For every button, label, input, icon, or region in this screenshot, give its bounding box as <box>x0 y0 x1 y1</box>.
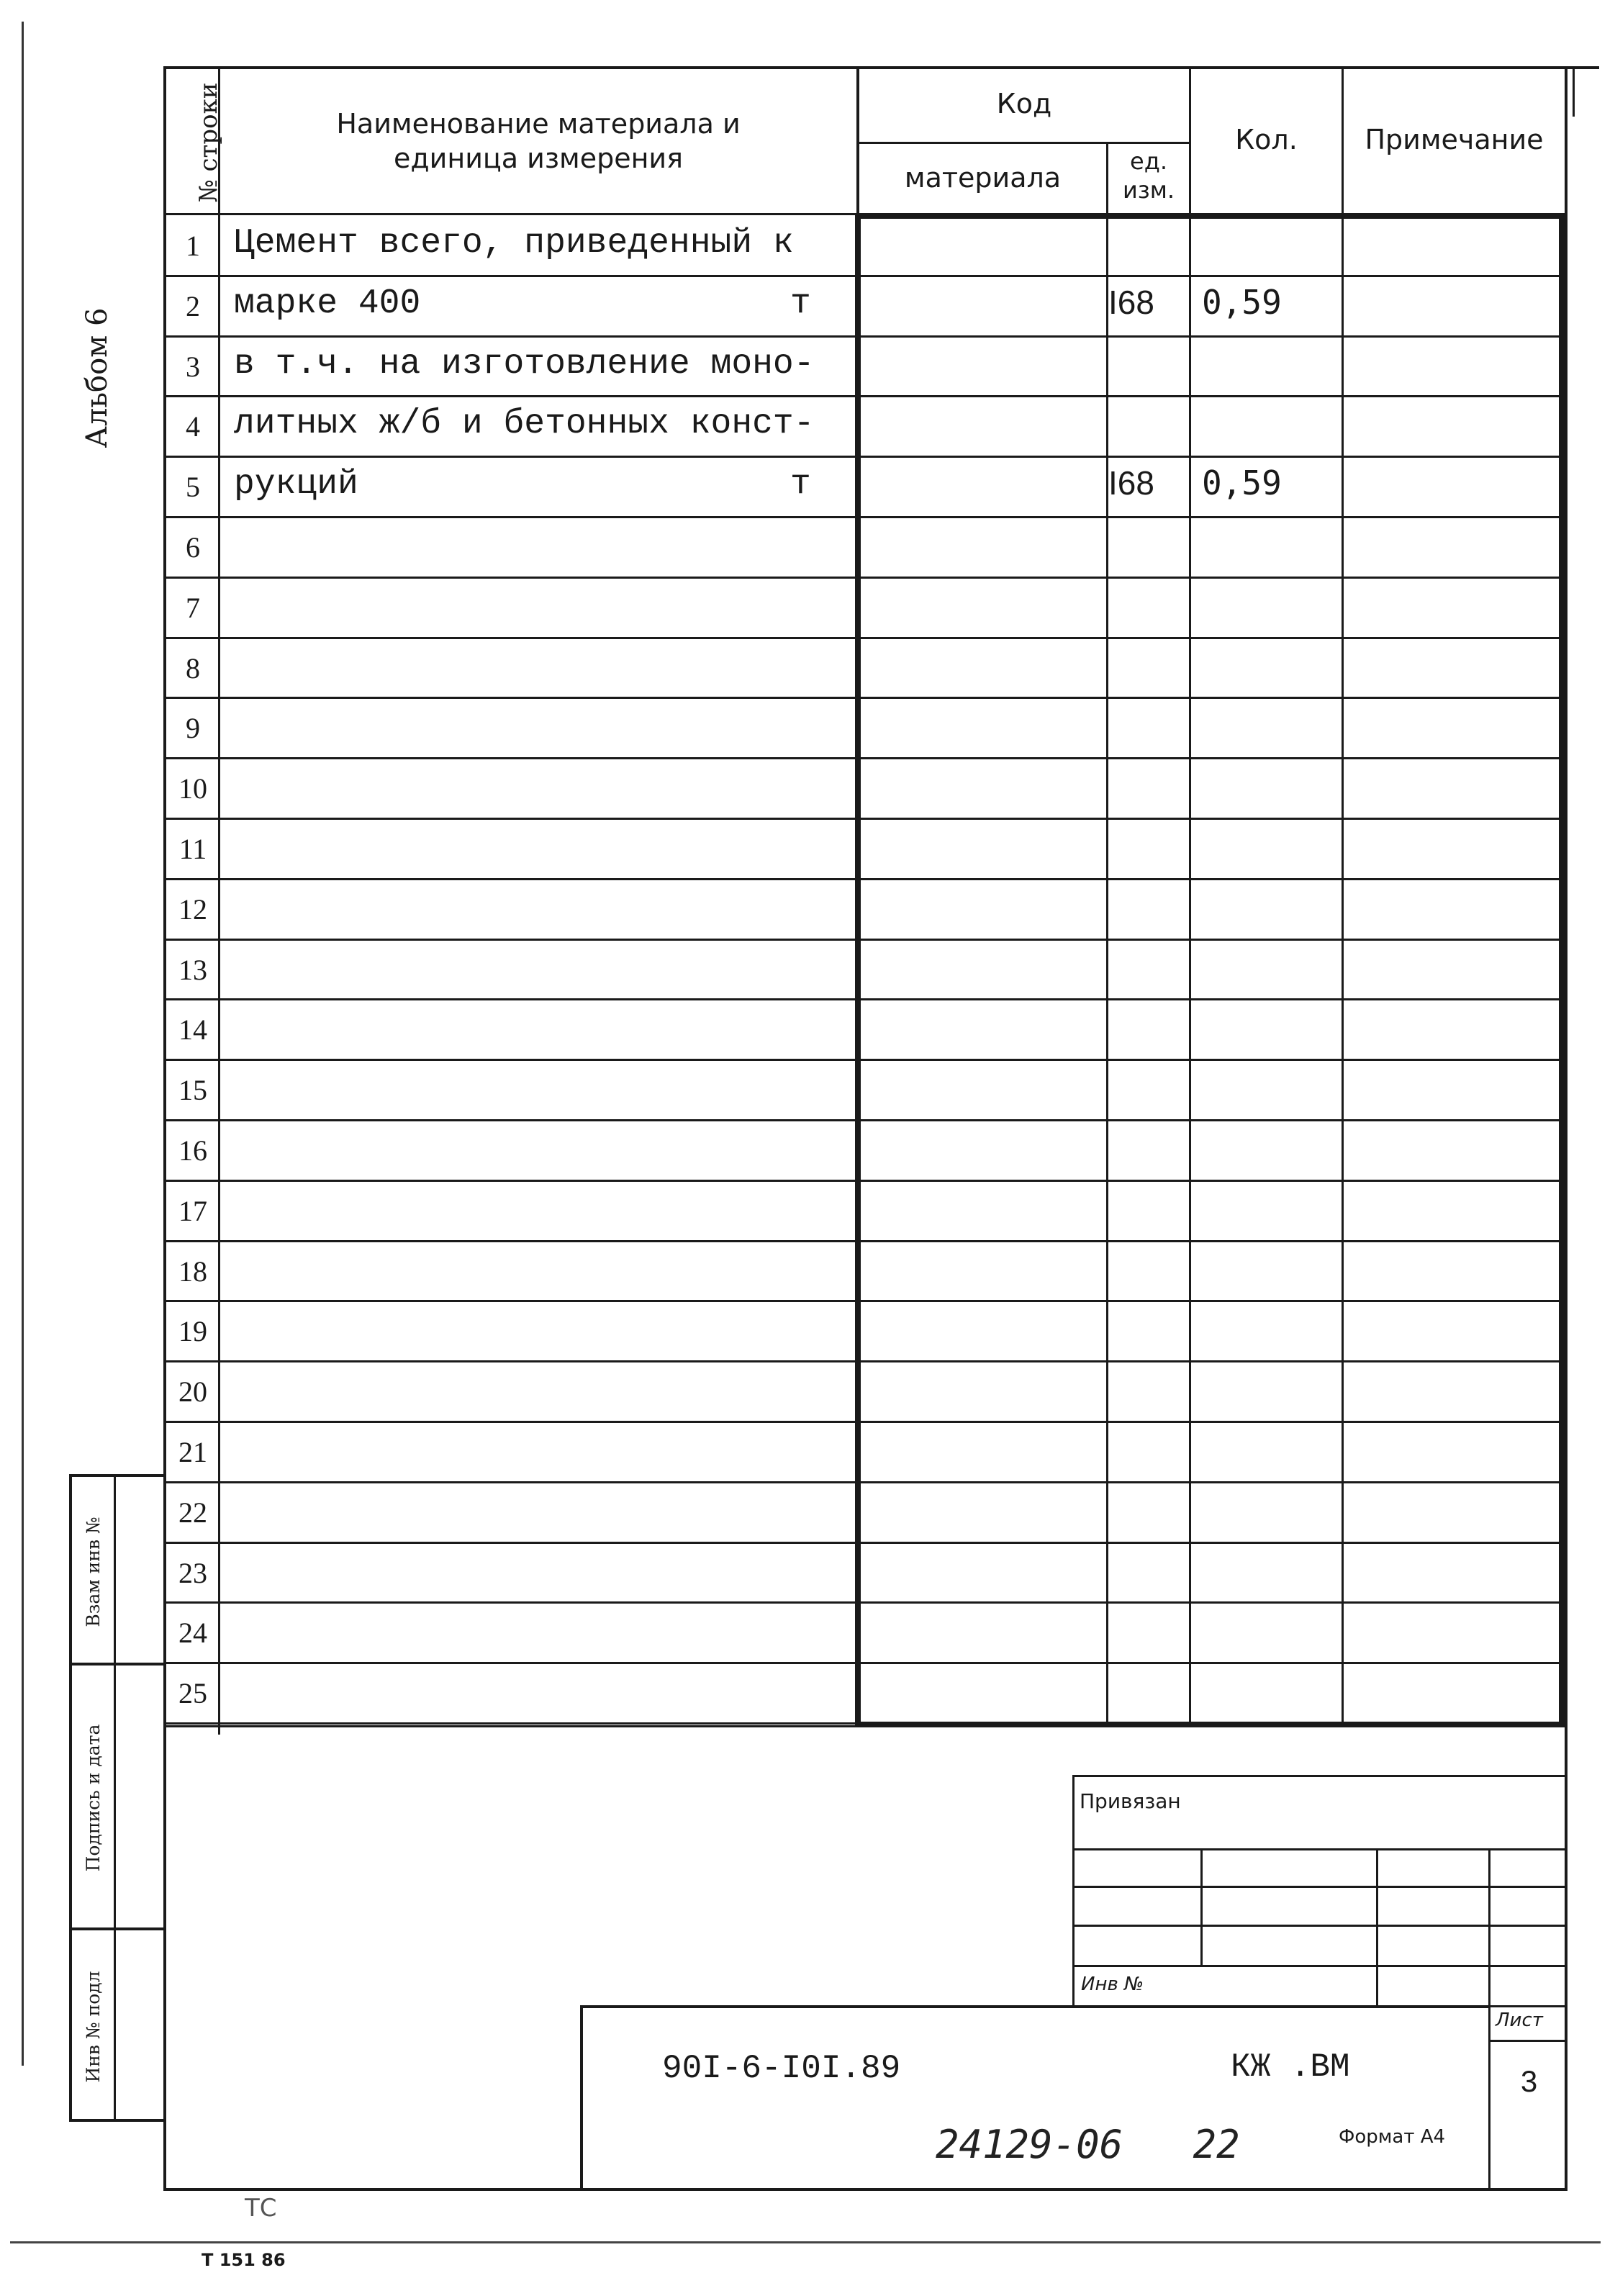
table-row-line <box>163 1421 855 1423</box>
quantity: 0,59 <box>1202 464 1282 502</box>
material-name: в т.ч. на изготовление моно- <box>234 345 815 384</box>
row-number: 9 <box>186 712 200 744</box>
frame-left <box>163 66 166 2191</box>
table-row-line <box>163 1300 855 1302</box>
form-code: Т 151 86 <box>202 2250 286 2270</box>
material-name: литных ж/б и бетонных конст- <box>234 404 815 443</box>
table-row-line <box>163 1481 855 1483</box>
table-row-line <box>163 516 855 518</box>
name-header-line2: единица измерения <box>394 143 683 174</box>
table-row-line <box>163 1601 855 1604</box>
table-row-line <box>861 395 1559 397</box>
table-row-line <box>163 818 855 820</box>
tb-vline-c <box>1376 1848 1378 2005</box>
stamp-inv-podl-label: Инв № подл <box>83 1971 104 2083</box>
code-material-header: материала <box>904 162 1062 194</box>
table-row-line <box>163 577 855 579</box>
code-header: Код <box>996 88 1052 119</box>
tc-mark: ТС <box>245 2194 277 2223</box>
tb-main-left <box>580 2005 583 2191</box>
code-unit-header-1: ед. <box>1130 148 1167 175</box>
privyazan-label: Привязан <box>1080 1789 1181 1813</box>
row-number: 10 <box>178 772 207 805</box>
row-number: 12 <box>178 893 207 926</box>
document-mark: КЖ .ВМ <box>1231 2048 1350 2086</box>
sheet-number: 3 <box>1520 2064 1538 2098</box>
table-row-line <box>861 757 1559 759</box>
table-row-line <box>861 1542 1559 1544</box>
table-row-line <box>861 1722 1559 1725</box>
row-number: 16 <box>178 1134 207 1167</box>
table-row-line <box>861 637 1559 639</box>
row-number: 15 <box>178 1074 207 1106</box>
frame-top-right-tick <box>1573 66 1575 117</box>
tb-vline-b <box>1200 1848 1203 1965</box>
table-row-line <box>861 939 1559 941</box>
table-row-line <box>163 1059 855 1061</box>
code-unit-header-2: изм. <box>1122 176 1175 204</box>
col-sep-no <box>218 66 220 1735</box>
tb-line-2 <box>1072 1886 1568 1888</box>
row-number: 3 <box>186 351 200 383</box>
table-bottom-left <box>163 1725 855 1727</box>
table-row-line <box>861 1059 1559 1061</box>
material-name: марке 400 <box>234 284 421 323</box>
data-col-unit <box>1106 213 1108 1727</box>
header-code-split <box>856 142 1190 144</box>
data-frame-right <box>1559 213 1565 1727</box>
handwritten-number: 24129-06 22 <box>936 2122 1240 2167</box>
tb-line-4 <box>1072 1965 1568 1967</box>
table-row-line <box>861 1481 1559 1483</box>
row-number: 1 <box>186 230 200 262</box>
format-label: Формат А4 <box>1339 2126 1446 2148</box>
row-number: 6 <box>186 531 200 564</box>
material-name: Цемент всего, приведенный к <box>234 224 794 263</box>
table-row-line <box>163 878 855 880</box>
row-number: 19 <box>178 1315 207 1347</box>
tb-line-1 <box>1072 1848 1568 1850</box>
inv-no-label: Инв № <box>1081 1974 1144 1995</box>
material-name: рукций <box>234 465 358 504</box>
stamp-vzam-label: Взам инв № <box>83 1517 104 1627</box>
table-row-line <box>861 516 1559 518</box>
name-header-line1: Наименование материала и <box>336 108 741 140</box>
page-bottom-line <box>10 2241 1601 2243</box>
binding-margin-line <box>22 22 24 2066</box>
tb-line-3 <box>1072 1925 1568 1927</box>
frame-bottom <box>163 2188 1568 2191</box>
document-code: 90I-6-I0I.89 <box>662 2050 901 2087</box>
stamp-left-border <box>69 1474 72 2122</box>
table-row-line <box>861 1662 1559 1664</box>
row-number: 21 <box>178 1436 207 1468</box>
row-number: 25 <box>178 1677 207 1709</box>
row-number: 8 <box>186 652 200 684</box>
table-row-line <box>861 697 1559 699</box>
row-number: 7 <box>186 592 200 624</box>
data-col-note <box>1342 213 1344 1727</box>
table-row-line <box>861 335 1559 338</box>
table-row-line <box>861 1421 1559 1423</box>
table-row-line <box>163 1360 855 1362</box>
table-row-line <box>163 939 855 941</box>
data-frame-left <box>855 213 861 1727</box>
table-row-line <box>163 1240 855 1242</box>
tb-sheet-sep <box>1488 2040 1568 2042</box>
table-row-line <box>861 577 1559 579</box>
table-row-line <box>163 757 855 759</box>
frame-top <box>163 66 1599 69</box>
table-row-line <box>861 878 1559 880</box>
row-number: 4 <box>186 410 200 443</box>
row-number: 23 <box>178 1557 207 1589</box>
row-number: 2 <box>186 290 200 322</box>
table-row-line <box>861 1300 1559 1302</box>
sheet-label: Лист <box>1496 2010 1543 2031</box>
table-row-line <box>163 1180 855 1182</box>
row-number-header: № строки <box>194 82 223 203</box>
qty-header: Кол. <box>1235 124 1298 155</box>
row-number: 11 <box>178 833 207 865</box>
note-header: Примечание <box>1365 124 1544 155</box>
album-label: Альбом 6 <box>81 307 114 448</box>
tb-vline-d <box>1488 1848 1490 2191</box>
table-row-line <box>861 1119 1559 1121</box>
table-row-line <box>163 637 855 639</box>
data-col-qty <box>1189 213 1191 1727</box>
row-number: 20 <box>178 1375 207 1408</box>
table-row-line <box>861 1601 1559 1604</box>
row-number: 22 <box>178 1496 207 1529</box>
table-row-line <box>163 998 855 1000</box>
row-number: 18 <box>178 1255 207 1288</box>
quantity: 0,59 <box>1202 283 1282 322</box>
tb-vline-a <box>1072 1775 1075 2007</box>
stamp-top <box>69 1474 166 1477</box>
tb-main-top <box>580 2005 1488 2008</box>
table-row-line <box>861 818 1559 820</box>
tb-top-line <box>1072 1775 1568 1777</box>
unit-code: I68 <box>1108 464 1154 502</box>
row-number: 5 <box>186 471 200 503</box>
table-row-line <box>861 1180 1559 1182</box>
frame-right <box>1565 66 1568 2191</box>
table-row-line <box>163 697 855 699</box>
table-row-line <box>861 998 1559 1000</box>
table-row-line <box>861 1360 1559 1362</box>
row-number: 17 <box>178 1195 207 1227</box>
table-row-line <box>861 1240 1559 1242</box>
table-row-line <box>163 1662 855 1664</box>
data-frame-top <box>855 213 1565 219</box>
stamp-podpis-label: Подпись и дата <box>83 1724 104 1872</box>
material-unit: т <box>790 284 811 323</box>
unit-code: I68 <box>1108 284 1154 321</box>
table-row-line <box>163 1722 855 1725</box>
row-number: 14 <box>178 1013 207 1046</box>
table-row-line <box>163 1119 855 1121</box>
row-number: 13 <box>178 954 207 986</box>
material-unit: т <box>790 465 811 504</box>
table-row-line <box>163 1542 855 1544</box>
row-number: 24 <box>178 1617 207 1649</box>
stamp-mid-border <box>114 1474 116 2122</box>
